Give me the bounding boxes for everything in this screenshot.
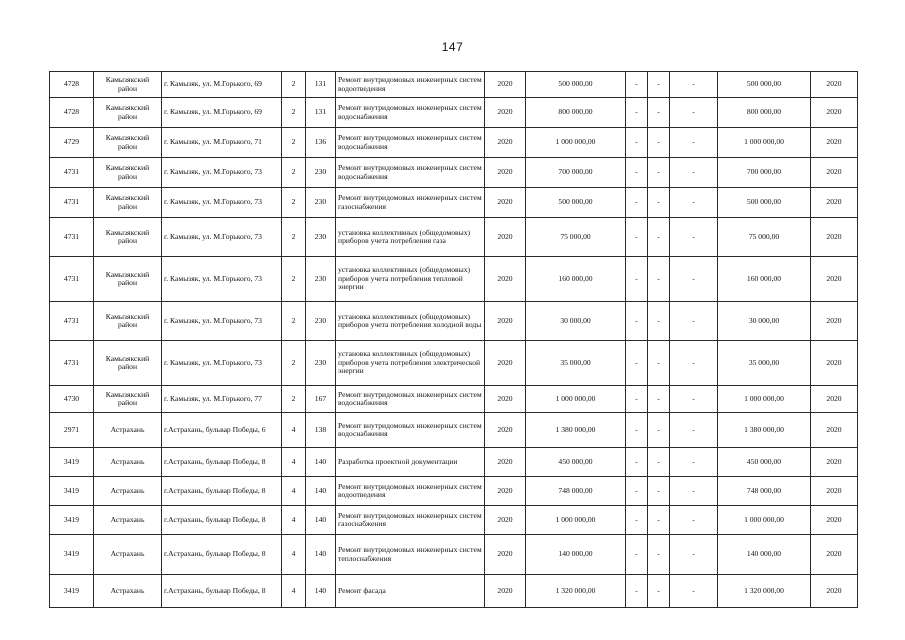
cell-amount: 1 380 000,00 — [526, 413, 626, 448]
cell-dash-2: - — [648, 386, 670, 413]
cell-total-amount: 800 000,00 — [718, 98, 811, 128]
cell-address: г.Астрахань, бульвар Победы, 8 — [162, 535, 282, 575]
table-row — [50, 386, 858, 413]
cell-completion-year: 2020 — [811, 302, 858, 341]
cell-row-number: 4728 — [50, 98, 94, 128]
cell-amount: 1 000 000,00 — [526, 128, 626, 158]
cell-dash-2: - — [648, 535, 670, 575]
cell-dash-2: - — [648, 341, 670, 386]
cell-house-id: 167 — [306, 386, 336, 413]
cell-row-number: 3419 — [50, 506, 94, 535]
cell-address: г.Астрахань, бульвар Победы, 8 — [162, 575, 282, 608]
cell-address: г. Камызяк, ул. М.Горького, 73 — [162, 257, 282, 302]
cell-floors: 2 — [282, 341, 306, 386]
cell-total-amount: 700 000,00 — [718, 158, 811, 188]
cell-district: Астрахань — [94, 535, 162, 575]
cell-completion-year: 2020 — [811, 188, 858, 218]
cell-total-amount: 160 000,00 — [718, 257, 811, 302]
cell-floors: 2 — [282, 98, 306, 128]
cell-completion-year: 2020 — [811, 341, 858, 386]
cell-year: 2020 — [485, 188, 526, 218]
cell-completion-year: 2020 — [811, 386, 858, 413]
cell-dash-2: - — [648, 575, 670, 608]
table-row — [50, 575, 858, 608]
cell-total-amount: 140 000,00 — [718, 535, 811, 575]
cell-dash-1: - — [626, 413, 648, 448]
repair-program-table — [49, 71, 858, 608]
cell-house-id: 230 — [306, 218, 336, 257]
cell-dash-1: - — [626, 188, 648, 218]
cell-floors: 2 — [282, 257, 306, 302]
cell-dash-1: - — [626, 341, 648, 386]
table-row — [50, 413, 858, 448]
cell-district: Камызякский район — [94, 218, 162, 257]
cell-amount: 1 320 000,00 — [526, 575, 626, 608]
cell-row-number: 4728 — [50, 72, 94, 98]
cell-year: 2020 — [485, 386, 526, 413]
cell-total-amount: 75 000,00 — [718, 218, 811, 257]
cell-address: г. Камызяк, ул. М.Горького, 73 — [162, 302, 282, 341]
cell-house-id: 131 — [306, 98, 336, 128]
cell-dash-1: - — [626, 98, 648, 128]
cell-work-type: установка коллективных (общедомовых) приборов учета потребления холодной воды — [336, 302, 485, 341]
cell-completion-year: 2020 — [811, 575, 858, 608]
cell-dash-1: - — [626, 302, 648, 341]
cell-house-id: 140 — [306, 448, 336, 477]
cell-house-id: 131 — [306, 72, 336, 98]
cell-dash-3: - — [670, 128, 718, 158]
cell-completion-year: 2020 — [811, 413, 858, 448]
cell-work-type: Ремонт внутридомовых инженерных систем водоснабжения — [336, 413, 485, 448]
table-row — [50, 506, 858, 535]
cell-year: 2020 — [485, 477, 526, 506]
cell-amount: 748 000,00 — [526, 477, 626, 506]
cell-dash-2: - — [648, 98, 670, 128]
table-row — [50, 535, 858, 575]
cell-address: г. Камызяк, ул. М.Горького, 73 — [162, 188, 282, 218]
cell-dash-1: - — [626, 575, 648, 608]
cell-row-number: 3419 — [50, 477, 94, 506]
cell-total-amount: 450 000,00 — [718, 448, 811, 477]
cell-work-type: Ремонт внутридомовых инженерных систем теплоснабжения — [336, 535, 485, 575]
cell-district: Камызякский район — [94, 128, 162, 158]
table-row — [50, 448, 858, 477]
cell-row-number: 3419 — [50, 448, 94, 477]
table-row — [50, 218, 858, 257]
cell-amount: 500 000,00 — [526, 72, 626, 98]
cell-district: Астрахань — [94, 477, 162, 506]
cell-year: 2020 — [485, 128, 526, 158]
cell-address: г. Камызяк, ул. М.Горького, 77 — [162, 386, 282, 413]
cell-dash-3: - — [670, 218, 718, 257]
cell-district: Астрахань — [94, 506, 162, 535]
table-row — [50, 257, 858, 302]
cell-address: г. Камызяк, ул. М.Горького, 73 — [162, 341, 282, 386]
cell-dash-2: - — [648, 477, 670, 506]
cell-year: 2020 — [485, 575, 526, 608]
cell-completion-year: 2020 — [811, 257, 858, 302]
table-row — [50, 158, 858, 188]
table-row — [50, 128, 858, 158]
cell-floors: 2 — [282, 128, 306, 158]
cell-dash-3: - — [670, 188, 718, 218]
cell-row-number: 4731 — [50, 341, 94, 386]
cell-work-type: Ремонт внутридомовых инженерных систем водоотведения — [336, 72, 485, 98]
cell-address: г.Астрахань, бульвар Победы, 8 — [162, 448, 282, 477]
cell-completion-year: 2020 — [811, 98, 858, 128]
cell-house-id: 230 — [306, 341, 336, 386]
page-number: 147 — [441, 40, 464, 54]
cell-dash-1: - — [626, 158, 648, 188]
cell-year: 2020 — [485, 158, 526, 188]
cell-year: 2020 — [485, 341, 526, 386]
cell-completion-year: 2020 — [811, 535, 858, 575]
cell-total-amount: 748 000,00 — [718, 477, 811, 506]
cell-amount: 700 000,00 — [526, 158, 626, 188]
cell-district: Камызякский район — [94, 341, 162, 386]
cell-district: Камызякский район — [94, 72, 162, 98]
cell-row-number: 4730 — [50, 386, 94, 413]
cell-district: Камызякский район — [94, 302, 162, 341]
cell-dash-3: - — [670, 302, 718, 341]
cell-amount: 1 000 000,00 — [526, 506, 626, 535]
cell-dash-3: - — [670, 72, 718, 98]
cell-work-type: Ремонт внутридомовых инженерных систем газоснабжения — [336, 188, 485, 218]
cell-floors: 2 — [282, 302, 306, 341]
cell-total-amount: 1 000 000,00 — [718, 506, 811, 535]
cell-dash-2: - — [648, 257, 670, 302]
cell-completion-year: 2020 — [811, 477, 858, 506]
cell-year: 2020 — [485, 98, 526, 128]
cell-dash-2: - — [648, 413, 670, 448]
cell-total-amount: 35 000,00 — [718, 341, 811, 386]
cell-dash-2: - — [648, 218, 670, 257]
cell-completion-year: 2020 — [811, 218, 858, 257]
cell-dash-1: - — [626, 448, 648, 477]
cell-house-id: 140 — [306, 506, 336, 535]
cell-floors: 2 — [282, 158, 306, 188]
cell-dash-1: - — [626, 128, 648, 158]
table-row — [50, 302, 858, 341]
cell-year: 2020 — [485, 506, 526, 535]
cell-work-type: Разработка проектной документации — [336, 448, 485, 477]
cell-dash-1: - — [626, 72, 648, 98]
cell-year: 2020 — [485, 302, 526, 341]
cell-dash-3: - — [670, 341, 718, 386]
cell-completion-year: 2020 — [811, 448, 858, 477]
cell-dash-3: - — [670, 448, 718, 477]
cell-floors: 2 — [282, 386, 306, 413]
cell-work-type: установка коллективных (общедомовых) приборов учета потребления газа — [336, 218, 485, 257]
cell-floors: 4 — [282, 506, 306, 535]
cell-floors: 4 — [282, 575, 306, 608]
cell-work-type: Ремонт внутридомовых инженерных систем газоснабжения — [336, 506, 485, 535]
cell-row-number: 4731 — [50, 257, 94, 302]
cell-house-id: 140 — [306, 575, 336, 608]
cell-dash-2: - — [648, 506, 670, 535]
cell-floors: 4 — [282, 477, 306, 506]
table-body — [50, 72, 858, 608]
table-row — [50, 341, 858, 386]
cell-address: г.Астрахань, бульвар Победы, 8 — [162, 477, 282, 506]
cell-dash-3: - — [670, 575, 718, 608]
cell-dash-2: - — [648, 158, 670, 188]
table-row — [50, 188, 858, 218]
cell-dash-3: - — [670, 98, 718, 128]
cell-dash-2: - — [648, 448, 670, 477]
cell-district: Камызякский район — [94, 386, 162, 413]
cell-house-id: 138 — [306, 413, 336, 448]
cell-floors: 2 — [282, 72, 306, 98]
cell-address: г.Астрахань, бульвар Победы, 8 — [162, 506, 282, 535]
cell-row-number: 2971 — [50, 413, 94, 448]
cell-house-id: 230 — [306, 257, 336, 302]
cell-total-amount: 500 000,00 — [718, 72, 811, 98]
cell-row-number: 4731 — [50, 302, 94, 341]
cell-row-number: 4731 — [50, 218, 94, 257]
cell-house-id: 230 — [306, 188, 336, 218]
cell-dash-2: - — [648, 302, 670, 341]
cell-work-type: Ремонт внутридомовых инженерных систем водоснабжения — [336, 98, 485, 128]
cell-dash-2: - — [648, 128, 670, 158]
cell-amount: 800 000,00 — [526, 98, 626, 128]
cell-house-id: 136 — [306, 128, 336, 158]
cell-year: 2020 — [485, 257, 526, 302]
cell-address: г. Камызяк, ул. М.Горького, 69 — [162, 98, 282, 128]
cell-address: г. Камызяк, ул. М.Горького, 69 — [162, 72, 282, 98]
cell-work-type: Ремонт внутридомовых инженерных систем водоснабжения — [336, 386, 485, 413]
cell-dash-3: - — [670, 506, 718, 535]
cell-house-id: 140 — [306, 477, 336, 506]
cell-dash-3: - — [670, 535, 718, 575]
cell-dash-1: - — [626, 257, 648, 302]
cell-completion-year: 2020 — [811, 72, 858, 98]
cell-dash-2: - — [648, 72, 670, 98]
table-row — [50, 72, 858, 98]
cell-amount: 140 000,00 — [526, 535, 626, 575]
cell-total-amount: 1 320 000,00 — [718, 575, 811, 608]
cell-house-id: 140 — [306, 535, 336, 575]
cell-total-amount: 30 000,00 — [718, 302, 811, 341]
cell-amount: 75 000,00 — [526, 218, 626, 257]
cell-dash-1: - — [626, 506, 648, 535]
cell-amount: 450 000,00 — [526, 448, 626, 477]
cell-row-number: 4731 — [50, 188, 94, 218]
cell-district: Астрахань — [94, 448, 162, 477]
cell-floors: 4 — [282, 448, 306, 477]
cell-year: 2020 — [485, 72, 526, 98]
cell-amount: 1 000 000,00 — [526, 386, 626, 413]
cell-dash-3: - — [670, 413, 718, 448]
cell-district: Камызякский район — [94, 257, 162, 302]
cell-address: г. Камызяк, ул. М.Горького, 73 — [162, 218, 282, 257]
cell-amount: 35 000,00 — [526, 341, 626, 386]
cell-dash-3: - — [670, 158, 718, 188]
cell-house-id: 230 — [306, 158, 336, 188]
cell-dash-1: - — [626, 477, 648, 506]
cell-total-amount: 500 000,00 — [718, 188, 811, 218]
cell-floors: 2 — [282, 218, 306, 257]
cell-row-number: 3419 — [50, 535, 94, 575]
cell-district: Астрахань — [94, 413, 162, 448]
cell-total-amount: 1 000 000,00 — [718, 128, 811, 158]
cell-district: Камызякский район — [94, 98, 162, 128]
cell-floors: 4 — [282, 535, 306, 575]
cell-address: г. Камызяк, ул. М.Горького, 73 — [162, 158, 282, 188]
cell-row-number: 3419 — [50, 575, 94, 608]
cell-dash-1: - — [626, 218, 648, 257]
cell-district: Камызякский район — [94, 188, 162, 218]
cell-floors: 2 — [282, 188, 306, 218]
cell-work-type: установка коллективных (общедомовых) приборов учета потребления электрической энергии — [336, 341, 485, 386]
cell-year: 2020 — [485, 218, 526, 257]
cell-amount: 30 000,00 — [526, 302, 626, 341]
cell-house-id: 230 — [306, 302, 336, 341]
table-row — [50, 98, 858, 128]
cell-district: Астрахань — [94, 575, 162, 608]
cell-completion-year: 2020 — [811, 158, 858, 188]
cell-address: г. Камызяк, ул. М.Горького, 71 — [162, 128, 282, 158]
cell-work-type: Ремонт внутридомовых инженерных систем водоснабжения — [336, 128, 485, 158]
cell-dash-1: - — [626, 535, 648, 575]
cell-row-number: 4729 — [50, 128, 94, 158]
cell-dash-3: - — [670, 257, 718, 302]
cell-completion-year: 2020 — [811, 128, 858, 158]
cell-dash-2: - — [648, 188, 670, 218]
cell-total-amount: 1 380 000,00 — [718, 413, 811, 448]
cell-dash-1: - — [626, 386, 648, 413]
cell-row-number: 4731 — [50, 158, 94, 188]
cell-work-type: Ремонт внутридомовых инженерных систем водоотведения — [336, 477, 485, 506]
cell-year: 2020 — [485, 448, 526, 477]
cell-work-type: установка коллективных (общедомовых) приборов учета потребления тепловой энергии — [336, 257, 485, 302]
cell-work-type: Ремонт фасада — [336, 575, 485, 608]
cell-year: 2020 — [485, 413, 526, 448]
cell-year: 2020 — [485, 535, 526, 575]
cell-dash-3: - — [670, 477, 718, 506]
cell-district: Камызякский район — [94, 158, 162, 188]
cell-amount: 500 000,00 — [526, 188, 626, 218]
cell-floors: 4 — [282, 413, 306, 448]
cell-address: г.Астрахань, бульвар Победы, 6 — [162, 413, 282, 448]
table-row — [50, 477, 858, 506]
cell-dash-3: - — [670, 386, 718, 413]
cell-work-type: Ремонт внутридомовых инженерных систем водоснабжения — [336, 158, 485, 188]
cell-total-amount: 1 000 000,00 — [718, 386, 811, 413]
cell-amount: 160 000,00 — [526, 257, 626, 302]
cell-completion-year: 2020 — [811, 506, 858, 535]
